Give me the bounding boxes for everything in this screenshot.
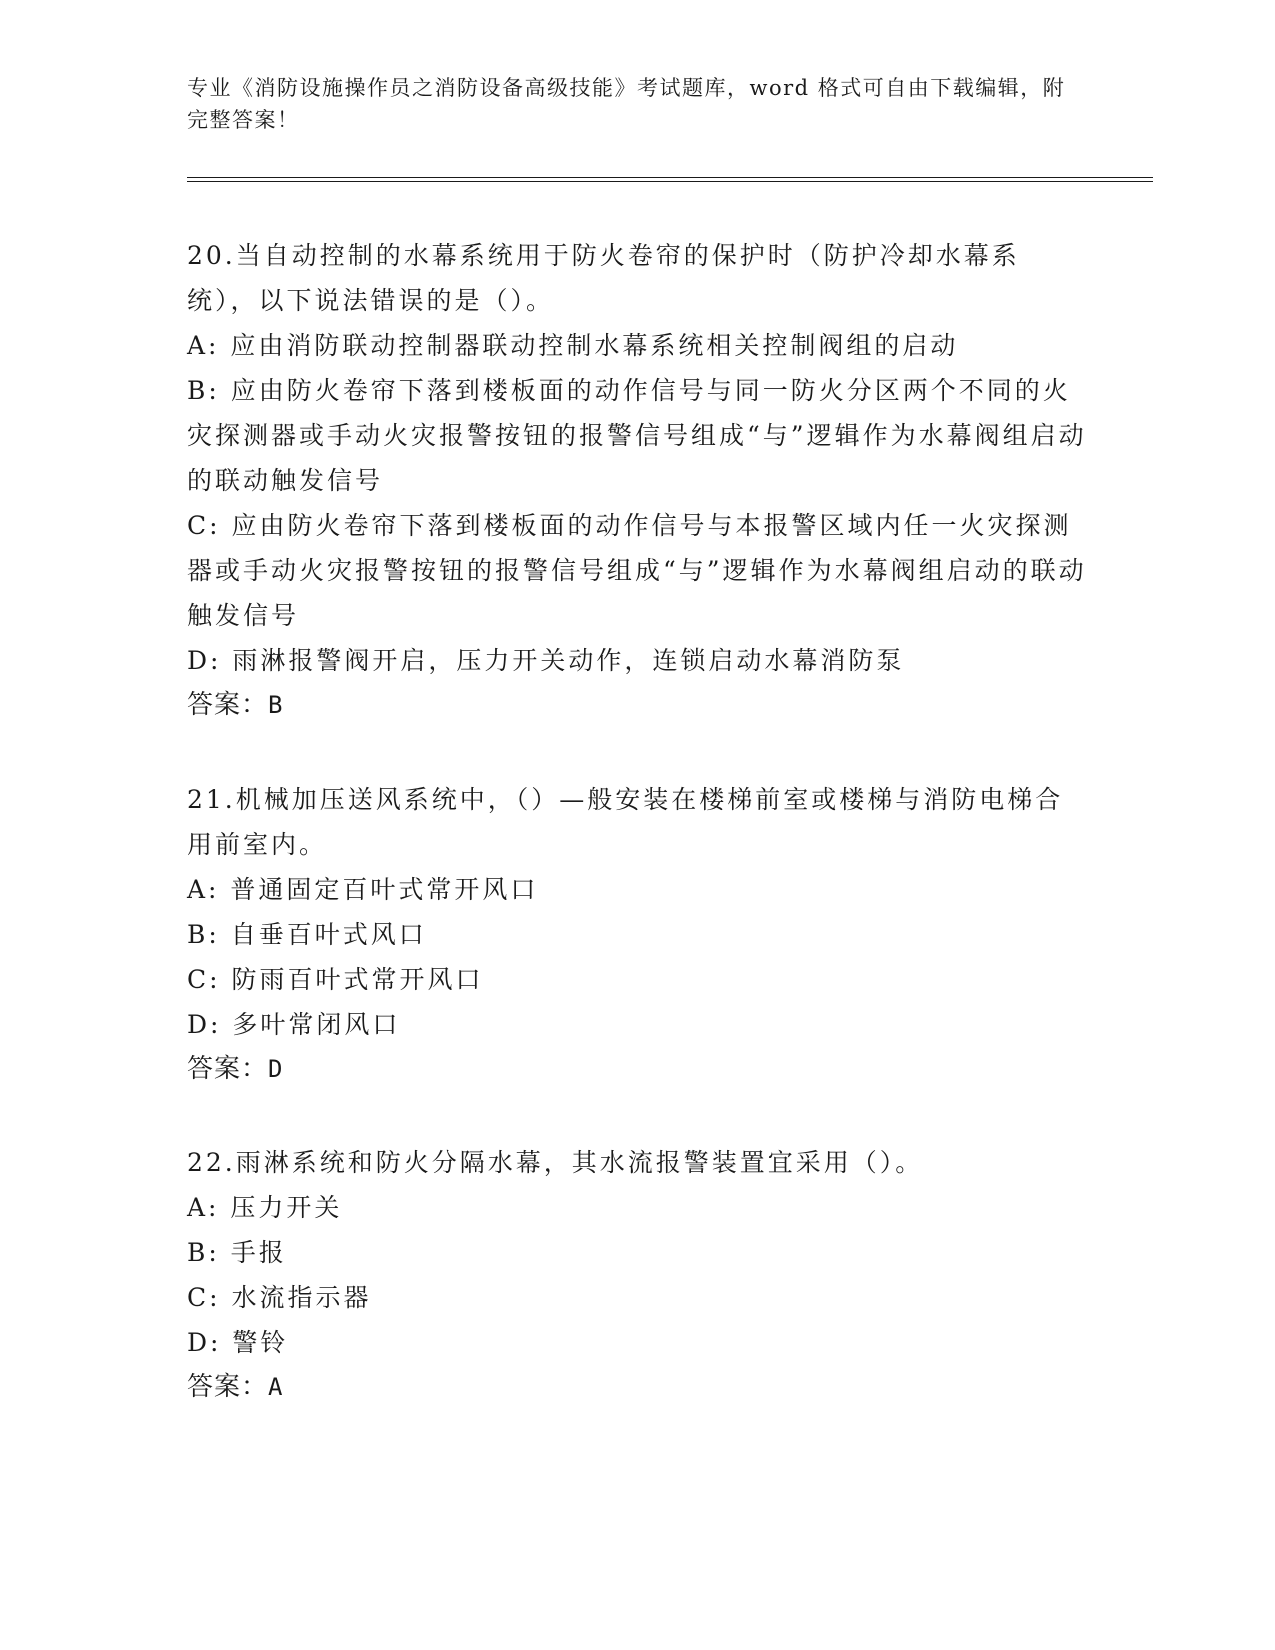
document-header xyxy=(187,72,1067,136)
answer-line xyxy=(187,1365,1087,1410)
header-rule-bottom xyxy=(187,181,1153,182)
answer-value: A xyxy=(268,1373,284,1401)
option-a: A: 压力开关 xyxy=(187,1193,343,1222)
option-b: B: 手报 xyxy=(187,1238,287,1267)
option-c: C: 水流指示器 xyxy=(187,1283,372,1312)
header-text: 专业《消防设施操作员之消防设备高级技能》考试题库，word 格式可自由下载编辑，附完整答案！ xyxy=(187,76,1066,132)
answer-value: D xyxy=(268,1055,284,1083)
question-22 xyxy=(187,1140,1087,1410)
option-c: C: 应由防火卷帘下落到楼板面的动作信号与本报警区域内任一火灾探测器或手动火灾报警按钮的报警信号组成“与”逻辑作为水幕阀组启动的联动触发信号 xyxy=(187,511,1087,630)
answer-label: 答案： xyxy=(187,1054,269,1084)
option-d: D: 多叶常闭风口 xyxy=(187,1010,401,1039)
answer-value: B xyxy=(268,691,284,719)
question-stem: 22.雨淋系统和防火分隔水幕，其水流报警装置宜采用（）。 xyxy=(187,1148,924,1177)
option-a: A: 普通固定百叶式常开风口 xyxy=(187,875,539,904)
header-rule-top xyxy=(187,177,1153,178)
question-20 xyxy=(187,233,1087,728)
question-stem: 21.机械加压送风系统中，（）—般安装在楼梯前室或楼梯与消防电梯合用前室内。 xyxy=(187,785,1064,859)
answer-line xyxy=(187,1047,1087,1092)
option-b: B: 自垂百叶式风口 xyxy=(187,920,427,949)
option-a: A: 应由消防联动控制器联动控制水幕系统相关控制阀组的启动 xyxy=(187,331,959,360)
answer-label: 答案： xyxy=(187,690,269,720)
option-d: D: 雨淋报警阀开启，压力开关动作，连锁启动水幕消防泵 xyxy=(187,646,905,675)
question-21 xyxy=(187,777,1087,1092)
option-b: B: 应由防火卷帘下落到楼板面的动作信号与同一防火分区两个不同的火灾探测器或手动火灾报警按钮的报警信号组成“与”逻辑作为水幕阀组启动的联动触发信号 xyxy=(187,376,1087,495)
option-c: C: 防雨百叶式常开风口 xyxy=(187,965,484,994)
answer-label: 答案： xyxy=(187,1372,269,1402)
answer-line xyxy=(187,683,1087,728)
option-d: D: 警铃 xyxy=(187,1328,289,1357)
question-stem: 20.当自动控制的水幕系统用于防火卷帘的保护时（防护冷却水幕系统），以下说法错误的是（）。 xyxy=(187,241,1020,315)
